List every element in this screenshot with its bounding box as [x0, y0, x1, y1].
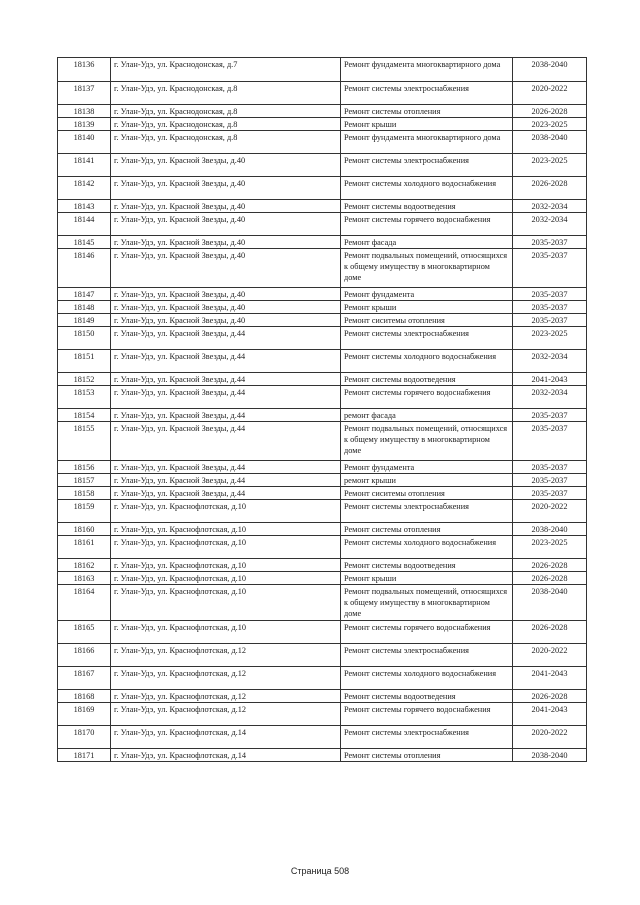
table-row — [58, 249, 587, 288]
table-row — [58, 409, 587, 422]
table-row — [58, 703, 587, 726]
period-cell: 2041-2043 — [513, 373, 587, 386]
table-row — [58, 213, 587, 236]
period-cell: 2041-2043 — [513, 667, 587, 690]
address-cell: г. Улан-Удэ, ул. Краснофлотская, д.10 — [111, 500, 341, 523]
work-type-cell: Ремонт системы водоотведения — [341, 690, 513, 703]
period-cell: 2035-2037 — [513, 236, 587, 249]
row-number-cell: 18143 — [58, 200, 111, 213]
row-number-cell: 18139 — [58, 118, 111, 131]
period-cell: 2023-2025 — [513, 154, 587, 177]
period-cell: 2026-2028 — [513, 559, 587, 572]
table-row — [58, 314, 587, 327]
table-row — [58, 500, 587, 523]
row-number-cell: 18170 — [58, 726, 111, 749]
period-cell: 2023-2025 — [513, 118, 587, 131]
row-number-cell: 18153 — [58, 386, 111, 409]
row-number-cell: 18147 — [58, 288, 111, 301]
table-row — [58, 373, 587, 386]
repair-schedule-table — [57, 57, 587, 762]
table-row — [58, 585, 587, 621]
row-number-cell: 18171 — [58, 749, 111, 762]
period-cell: 2026-2028 — [513, 105, 587, 118]
work-type-cell: Ремонт системы электроснабжения — [341, 327, 513, 350]
table-row — [58, 559, 587, 572]
period-cell: 2038-2040 — [513, 131, 587, 154]
period-cell: 2038-2040 — [513, 58, 587, 82]
address-cell: г. Улан-Удэ, ул. Краснодонская, д.7 — [111, 58, 341, 82]
table-row — [58, 58, 587, 82]
row-number-cell: 18163 — [58, 572, 111, 585]
table-row — [58, 422, 587, 461]
table-row — [58, 461, 587, 474]
table-row — [58, 350, 587, 373]
row-number-cell: 18167 — [58, 667, 111, 690]
row-number-cell: 18156 — [58, 461, 111, 474]
work-type-cell: Ремонт системы горячего водоснабжения — [341, 621, 513, 644]
work-type-cell: Ремонт системы водоотведения — [341, 200, 513, 213]
work-type-cell: Ремонт системы отопления — [341, 105, 513, 118]
row-number-cell: 18161 — [58, 536, 111, 559]
work-type-cell: Ремонт сиситемы отопления — [341, 487, 513, 500]
work-type-cell: Ремонт системы электроснабжения — [341, 82, 513, 105]
address-cell: г. Улан-Удэ, ул. Краснодонская, д.8 — [111, 118, 341, 131]
row-number-cell: 18166 — [58, 644, 111, 667]
period-cell: 2035-2037 — [513, 301, 587, 314]
work-type-cell: Ремонт системы электроснабжения — [341, 644, 513, 667]
work-type-cell: Ремонт подвальных помещений, относящихся к общему имуществу в многоквартирном доме — [341, 422, 513, 461]
period-cell: 2032-2034 — [513, 213, 587, 236]
row-number-cell: 18165 — [58, 621, 111, 644]
work-type-cell: Ремонт системы горячего водоснабжения — [341, 703, 513, 726]
row-number-cell: 18168 — [58, 690, 111, 703]
address-cell: г. Улан-Удэ, ул. Краснофлотская, д.10 — [111, 523, 341, 536]
table-row — [58, 200, 587, 213]
address-cell: г. Улан-Удэ, ул. Красной Звезды, д.44 — [111, 409, 341, 422]
page-number: Страница 508 — [290, 866, 350, 876]
work-type-cell: Ремонт фасада — [341, 236, 513, 249]
work-type-cell: Ремонт системы холодного водоснабжения — [341, 350, 513, 373]
row-number-cell: 18158 — [58, 487, 111, 500]
period-cell: 2026-2028 — [513, 621, 587, 644]
period-cell: 2035-2037 — [513, 409, 587, 422]
address-cell: г. Улан-Удэ, ул. Краснофлотская, д.12 — [111, 690, 341, 703]
period-cell: 2023-2025 — [513, 536, 587, 559]
work-type-cell: Ремонт системы электроснабжения — [341, 726, 513, 749]
row-number-cell: 18148 — [58, 301, 111, 314]
work-type-cell: Ремонт сиситемы отопления — [341, 314, 513, 327]
address-cell: г. Улан-Удэ, ул. Краснофлотская, д.10 — [111, 621, 341, 644]
table-row — [58, 536, 587, 559]
period-cell: 2035-2037 — [513, 474, 587, 487]
work-type-cell: Ремонт фундамента многоквартирного дома — [341, 131, 513, 154]
work-type-cell: ремонт крыши — [341, 474, 513, 487]
work-type-cell: Ремонт крыши — [341, 118, 513, 131]
row-number-cell: 18155 — [58, 422, 111, 461]
table-row — [58, 301, 587, 314]
work-type-cell: Ремонт системы холодного водоснабжения — [341, 536, 513, 559]
work-type-cell: Ремонт системы электроснабжения — [341, 154, 513, 177]
table-row — [58, 386, 587, 409]
work-type-cell: Ремонт фундамента — [341, 461, 513, 474]
period-cell: 2038-2040 — [513, 749, 587, 762]
period-cell: 2038-2040 — [513, 585, 587, 621]
address-cell: г. Улан-Удэ, ул. Красной Звезды, д.40 — [111, 154, 341, 177]
address-cell: г. Улан-Удэ, ул. Красной Звезды, д.40 — [111, 314, 341, 327]
address-cell: г. Улан-Удэ, ул. Красной Звезды, д.44 — [111, 350, 341, 373]
table-row — [58, 749, 587, 762]
work-type-cell: Ремонт системы водоотведения — [341, 373, 513, 386]
row-number-cell: 18142 — [58, 177, 111, 200]
row-number-cell: 18140 — [58, 131, 111, 154]
period-cell: 2035-2037 — [513, 422, 587, 461]
period-cell: 2038-2040 — [513, 523, 587, 536]
period-cell: 2035-2037 — [513, 249, 587, 288]
address-cell: г. Улан-Удэ, ул. Краснофлотская, д.12 — [111, 667, 341, 690]
period-cell: 2026-2028 — [513, 690, 587, 703]
table-body — [58, 58, 587, 762]
address-cell: г. Улан-Удэ, ул. Красной Звезды, д.44 — [111, 327, 341, 350]
address-cell: г. Улан-Удэ, ул. Красной Звезды, д.44 — [111, 474, 341, 487]
table-row — [58, 177, 587, 200]
table-row — [58, 236, 587, 249]
row-number-cell: 18157 — [58, 474, 111, 487]
address-cell: г. Улан-Удэ, ул. Красной Звезды, д.44 — [111, 386, 341, 409]
document-page — [57, 57, 586, 762]
work-type-cell: Ремонт подвальных помещений, относящихся к общему имуществу в многоквартирном доме — [341, 585, 513, 621]
row-number-cell: 18145 — [58, 236, 111, 249]
period-cell: 2035-2037 — [513, 487, 587, 500]
address-cell: г. Улан-Удэ, ул. Краснодонская, д.8 — [111, 105, 341, 118]
work-type-cell: Ремонт фундамента многоквартирного дома — [341, 58, 513, 82]
work-type-cell: Ремонт системы холодного водоснабжения — [341, 667, 513, 690]
table-row — [58, 690, 587, 703]
address-cell: г. Улан-Удэ, ул. Красной Звезды, д.44 — [111, 487, 341, 500]
table-row — [58, 288, 587, 301]
period-cell: 2035-2037 — [513, 461, 587, 474]
row-number-cell: 18149 — [58, 314, 111, 327]
table-row — [58, 572, 587, 585]
table-row — [58, 621, 587, 644]
work-type-cell: ремонт фасада — [341, 409, 513, 422]
row-number-cell: 18164 — [58, 585, 111, 621]
address-cell: г. Улан-Удэ, ул. Краснофлотская, д.12 — [111, 703, 341, 726]
address-cell: г. Улан-Удэ, ул. Красной Звезды, д.40 — [111, 200, 341, 213]
address-cell: г. Улан-Удэ, ул. Краснофлотская, д.10 — [111, 585, 341, 621]
period-cell: 2041-2043 — [513, 703, 587, 726]
table-row — [58, 474, 587, 487]
table-row — [58, 154, 587, 177]
address-cell: г. Улан-Удэ, ул. Краснофлотская, д.12 — [111, 644, 341, 667]
address-cell: г. Улан-Удэ, ул. Краснофлотская, д.14 — [111, 749, 341, 762]
table-row — [58, 118, 587, 131]
table-row — [58, 105, 587, 118]
row-number-cell: 18152 — [58, 373, 111, 386]
row-number-cell: 18141 — [58, 154, 111, 177]
work-type-cell: Ремонт подвальных помещений, относящихся к общему имуществу в многоквартирном доме — [341, 249, 513, 288]
row-number-cell: 18144 — [58, 213, 111, 236]
address-cell: г. Улан-Удэ, ул. Краснодонская, д.8 — [111, 82, 341, 105]
work-type-cell: Ремонт системы холодного водоснабжения — [341, 177, 513, 200]
address-cell: г. Улан-Удэ, ул. Красной Звезды, д.44 — [111, 373, 341, 386]
address-cell: г. Улан-Удэ, ул. Красной Звезды, д.40 — [111, 301, 341, 314]
work-type-cell: Ремонт фундамента — [341, 288, 513, 301]
work-type-cell: Ремонт системы горячего водоснабжения — [341, 386, 513, 409]
table-row — [58, 644, 587, 667]
table-row — [58, 487, 587, 500]
work-type-cell: Ремонт системы отопления — [341, 749, 513, 762]
period-cell: 2020-2022 — [513, 500, 587, 523]
period-cell: 2020-2022 — [513, 644, 587, 667]
row-number-cell: 18162 — [58, 559, 111, 572]
table-row — [58, 131, 587, 154]
row-number-cell: 18154 — [58, 409, 111, 422]
period-cell: 2026-2028 — [513, 572, 587, 585]
address-cell: г. Улан-Удэ, ул. Красной Звезды, д.40 — [111, 177, 341, 200]
address-cell: г. Улан-Удэ, ул. Краснофлотская, д.10 — [111, 559, 341, 572]
address-cell: г. Улан-Удэ, ул. Краснофлотская, д.10 — [111, 572, 341, 585]
table-row — [58, 523, 587, 536]
period-cell: 2026-2028 — [513, 177, 587, 200]
period-cell: 2032-2034 — [513, 386, 587, 409]
row-number-cell: 18137 — [58, 82, 111, 105]
period-cell: 2032-2034 — [513, 350, 587, 373]
period-cell: 2023-2025 — [513, 327, 587, 350]
work-type-cell: Ремонт системы водоотведения — [341, 559, 513, 572]
table-row — [58, 327, 587, 350]
address-cell: г. Улан-Удэ, ул. Красной Звезды, д.40 — [111, 213, 341, 236]
work-type-cell: Ремонт крыши — [341, 572, 513, 585]
address-cell: г. Улан-Удэ, ул. Краснофлотская, д.14 — [111, 726, 341, 749]
period-cell: 2032-2034 — [513, 200, 587, 213]
row-number-cell: 18146 — [58, 249, 111, 288]
address-cell: г. Улан-Удэ, ул. Краснофлотская, д.10 — [111, 536, 341, 559]
address-cell: г. Улан-Удэ, ул. Красной Звезды, д.44 — [111, 422, 341, 461]
row-number-cell: 18169 — [58, 703, 111, 726]
address-cell: г. Улан-Удэ, ул. Красной Звезды, д.40 — [111, 236, 341, 249]
period-cell: 2035-2037 — [513, 314, 587, 327]
row-number-cell: 18138 — [58, 105, 111, 118]
period-cell: 2020-2022 — [513, 726, 587, 749]
row-number-cell: 18136 — [58, 58, 111, 82]
row-number-cell: 18159 — [58, 500, 111, 523]
work-type-cell: Ремонт крыши — [341, 301, 513, 314]
address-cell: г. Улан-Удэ, ул. Красной Звезды, д.40 — [111, 288, 341, 301]
row-number-cell: 18160 — [58, 523, 111, 536]
table-row — [58, 726, 587, 749]
work-type-cell: Ремонт системы электроснабжения — [341, 500, 513, 523]
address-cell: г. Улан-Удэ, ул. Красной Звезды, д.44 — [111, 461, 341, 474]
address-cell: г. Улан-Удэ, ул. Красной Звезды, д.40 — [111, 249, 341, 288]
row-number-cell: 18150 — [58, 327, 111, 350]
work-type-cell: Ремонт системы отопления — [341, 523, 513, 536]
period-cell: 2020-2022 — [513, 82, 587, 105]
table-row — [58, 667, 587, 690]
work-type-cell: Ремонт системы горячего водоснабжения — [341, 213, 513, 236]
period-cell: 2035-2037 — [513, 288, 587, 301]
table-row — [58, 82, 587, 105]
row-number-cell: 18151 — [58, 350, 111, 373]
address-cell: г. Улан-Удэ, ул. Краснодонская, д.8 — [111, 131, 341, 154]
